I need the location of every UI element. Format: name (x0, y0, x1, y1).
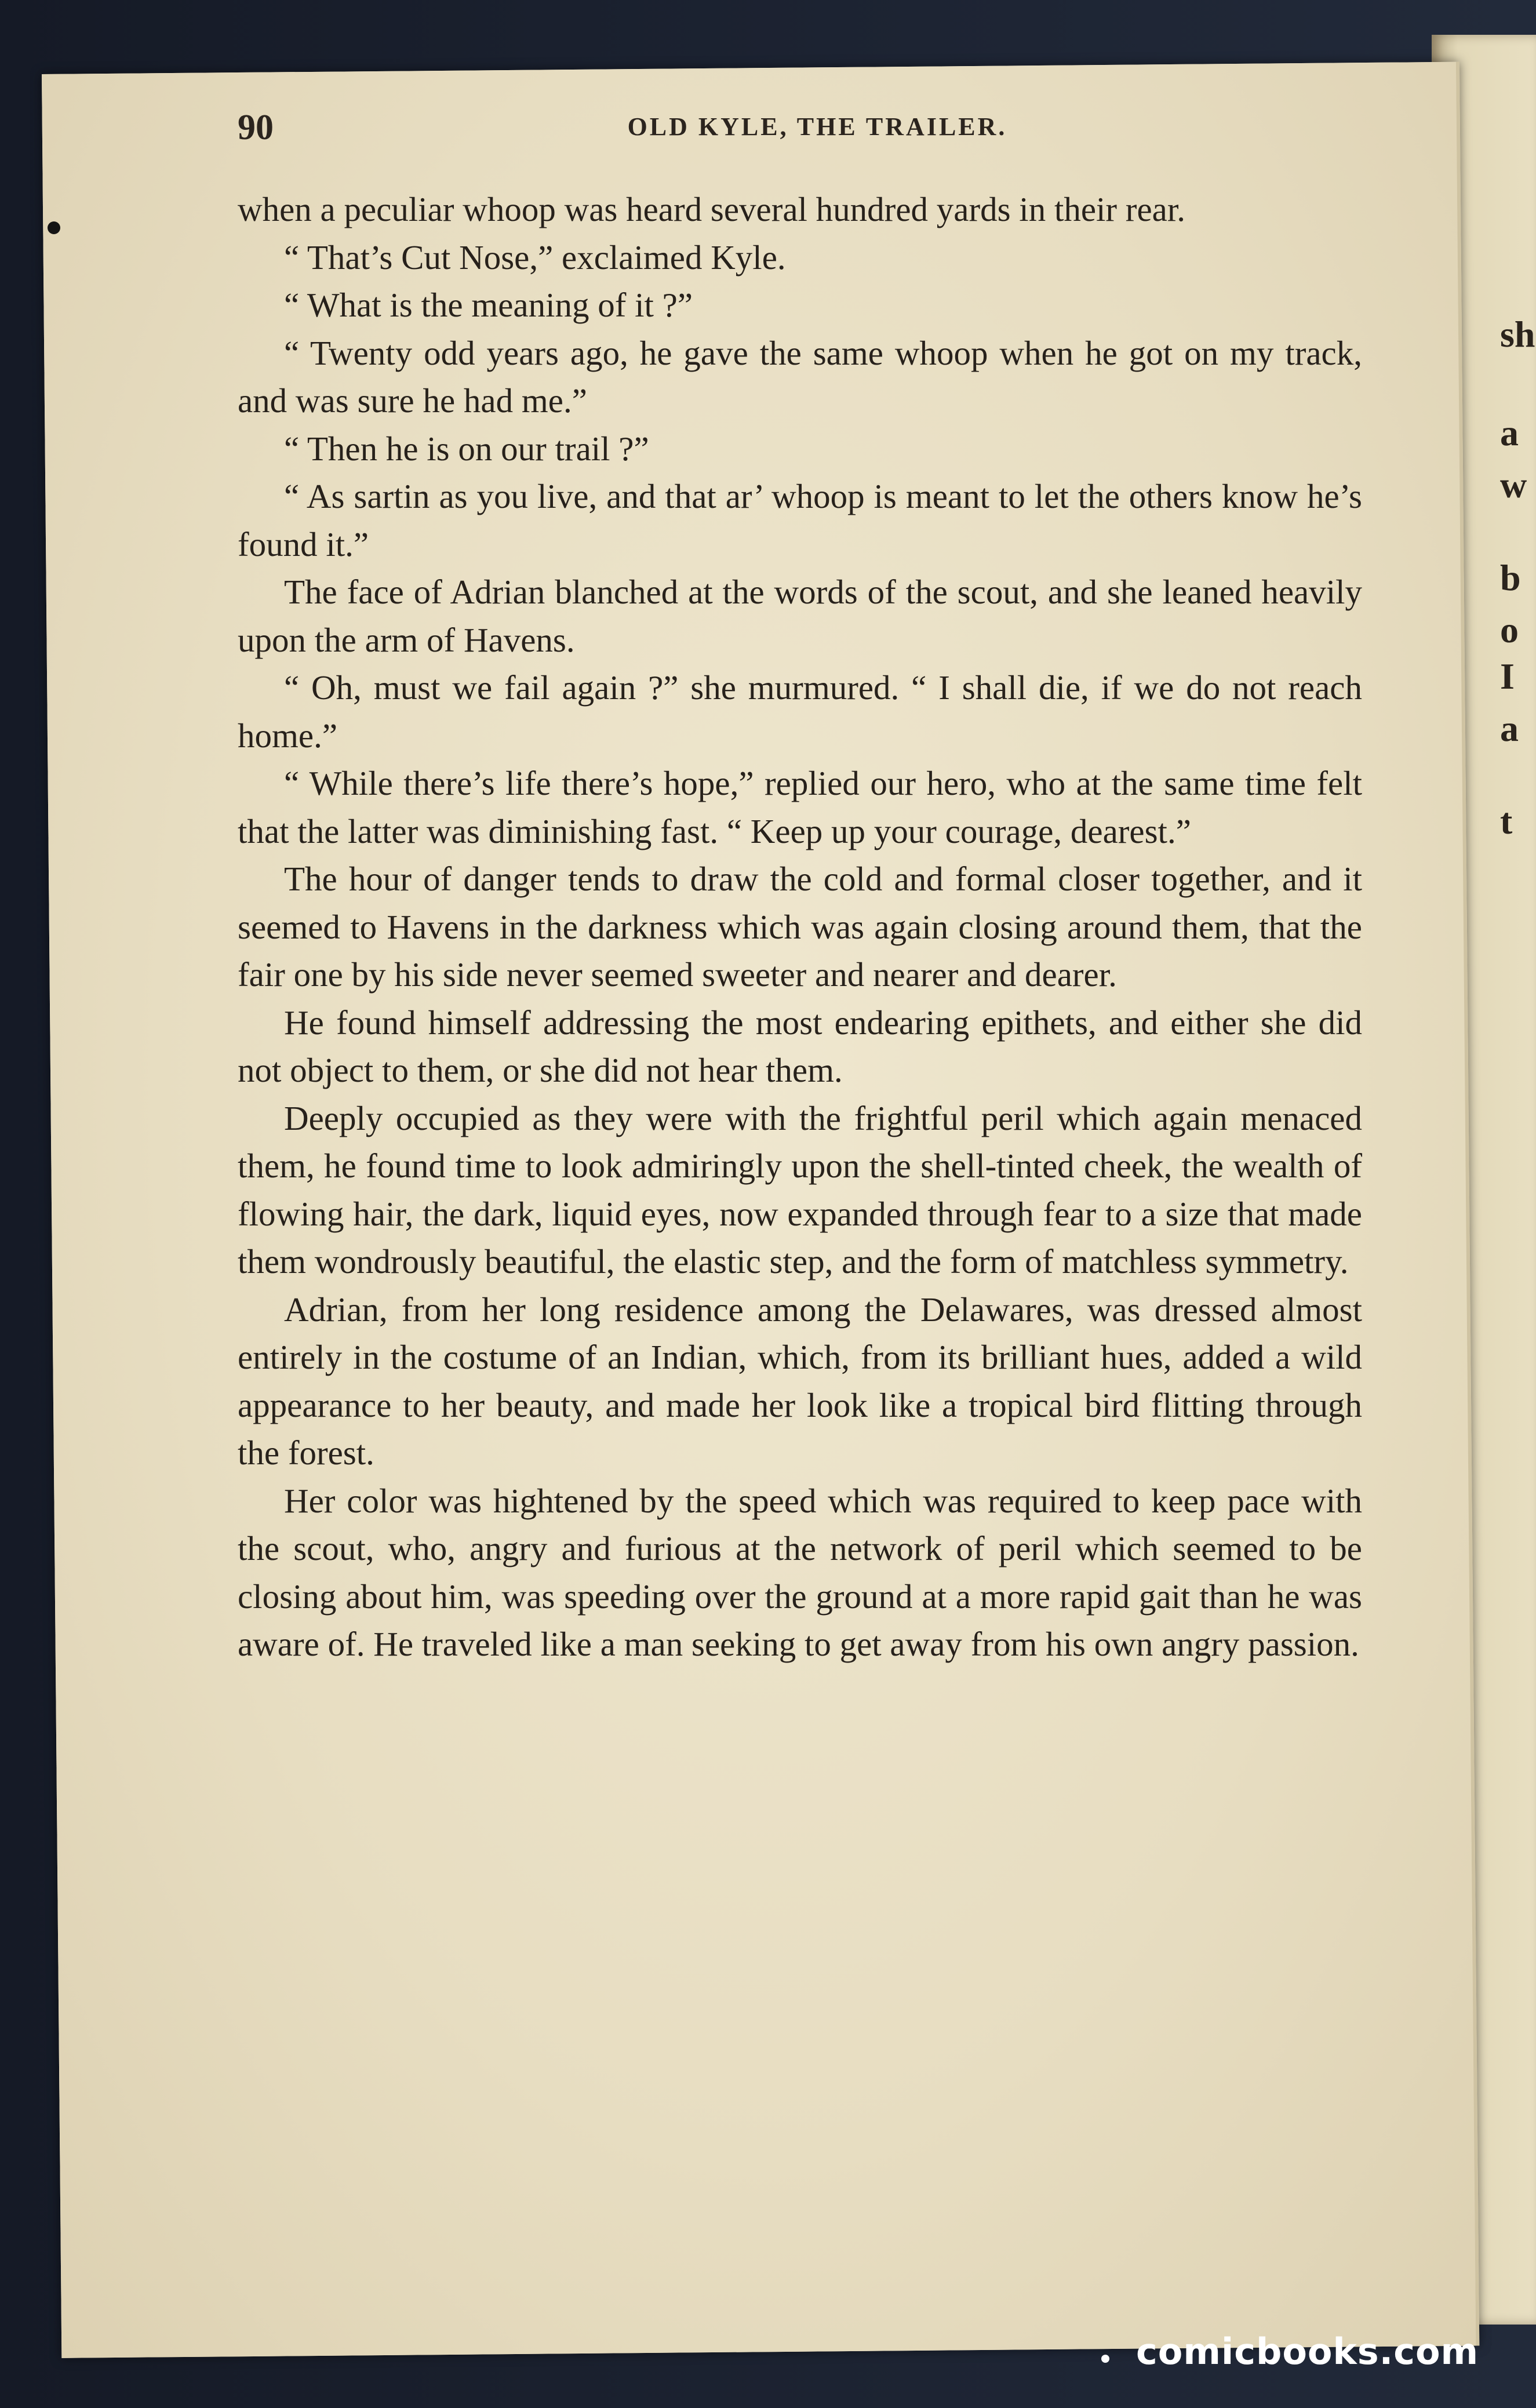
watermark-dot (1101, 2355, 1109, 2363)
body-text (238, 185, 1362, 1668)
paragraph: “ What is the meaning of it ?” (284, 286, 693, 324)
paragraph: Adrian, from her long residence among the Delawares, was dressed almost entirely in the costume of an Indian, which, from its brilliant hues, added a wild appearance to her beauty, and made her look like a tropical bird flitting through the forest. (238, 1290, 1362, 1472)
adjacent-page-text: w (1500, 464, 1527, 505)
paragraph: “ While there’s life there’s hope,” replied our hero, who at the same time felt that the latter was diminishing fast. “ Keep up your courage, dearest.” (238, 764, 1362, 850)
adjacent-page-text: I (1500, 656, 1515, 697)
watermark: comicbooks.com (1136, 2330, 1479, 2373)
paragraph: “ That’s Cut Nose,” exclaimed Kyle. (284, 238, 786, 277)
paragraph: “ Oh, must we fail again ?” she murmured. “ I shall die, if we do not reach home.” (238, 668, 1362, 755)
paragraph: “ Then he is on our trail ?” (284, 429, 649, 468)
paragraph: “ As sartin as you live, and that ar’ whoop is meant to let the others know he’s found it.” (238, 477, 1362, 563)
running-head: OLD KYLE, THE TRAILER. (627, 112, 1007, 141)
adjacent-page-text: b (1500, 557, 1521, 598)
adjacent-page-text: o (1500, 609, 1519, 650)
paragraph: Her color was hightened by the speed which was required to keep pace with the scout, who, angry and furious at the network of peril which seemed to be closing about him, was speeding over the ground at a more rapid gait than he was aware of. He traveled like a man seeking to get away from his own angry passion. (238, 1481, 1362, 1663)
paragraph: The hour of danger tends to draw the cold and formal closer together, and it seemed to Havens in the darkness which was again closing around them, that the fair one by his side never seemed sweeter and nearer and dearer. (238, 860, 1362, 994)
paragraph: “ Twenty odd years ago, he gave the same whoop when he got on my track, and was sure he had me.” (238, 333, 1362, 420)
adjacent-page-text: sh (1500, 314, 1535, 355)
adjacent-page-text: t (1500, 801, 1513, 842)
page-header (238, 107, 1397, 159)
paragraph: He found himself addressing the most endearing epithets, and either she did not object to them, or she did not hear them. (238, 1003, 1362, 1089)
adjacent-page-text: a (1500, 412, 1519, 453)
binding-hole (48, 221, 60, 234)
paragraph: Deeply occupied as they were with the frightful peril which again menaced them, he found time to look admiringly upon the shell-tinted cheek, the wealth of flowing hair, the dark, liquid eyes, now expanded through fear to a size that made them wondrously beautiful, the elastic step, and the form of matchless symmetry. (238, 1098, 1362, 1281)
adjacent-page-text: a (1500, 708, 1519, 749)
paragraph: when a peculiar whoop was heard several hundred yards in their rear. (238, 190, 1185, 228)
paragraph: The face of Adrian blanched at the words of the scout, and she leaned heavily upon the arm of Havens. (238, 573, 1362, 659)
page-number: 90 (238, 108, 274, 147)
